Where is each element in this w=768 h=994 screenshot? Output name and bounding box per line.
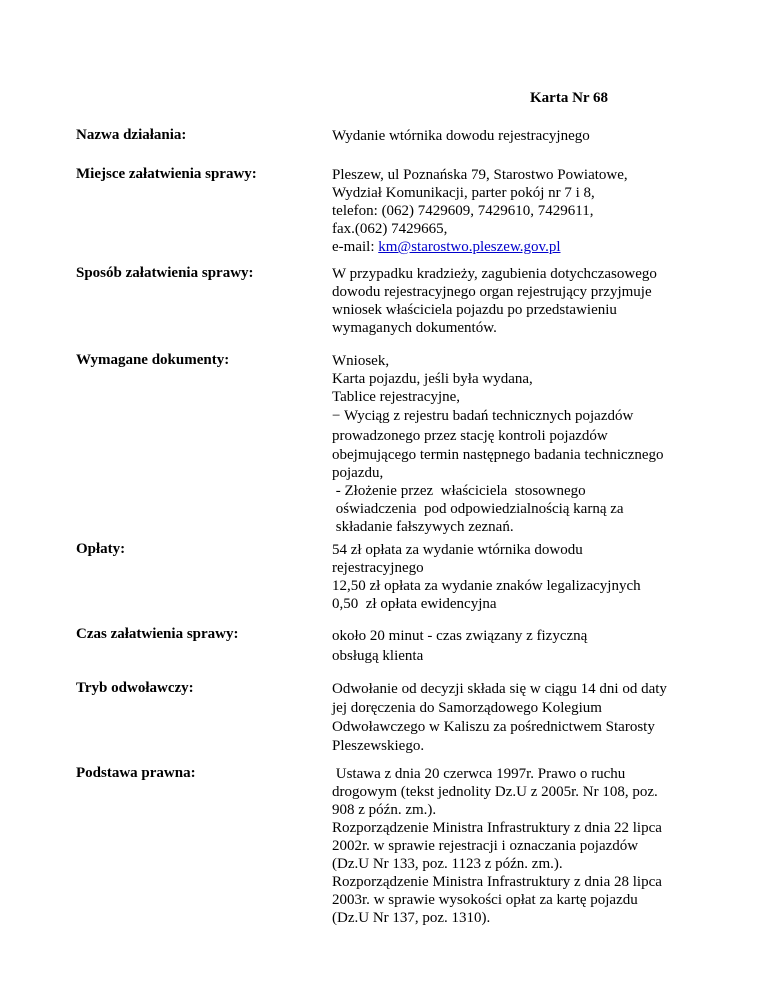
- email-line: [332, 238, 722, 256]
- value-line: Odwołanie od decyzji składa się w ciągu 14 dni od daty: [332, 681, 667, 697]
- value-location: [332, 166, 722, 256]
- value-line: Rozporządzenie Ministra Infrastruktury z dnia 22 lipca: [332, 820, 662, 836]
- label-procedure: Sposób załatwienia sprawy:: [76, 265, 254, 281]
- value-line: 2003r. w sprawie wysokości opłat za kartę pojazdu: [332, 892, 638, 908]
- value-fees: [332, 541, 722, 613]
- value-line: prowadzonego przez stację kontroli pojazdów: [332, 428, 608, 444]
- label-processing-time: Czas załatwienia sprawy:: [76, 626, 239, 642]
- value-line: Ustawa z dnia 20 czerwca 1997r. Prawo o ruchu: [332, 766, 626, 782]
- value-legal-basis: [332, 765, 722, 927]
- value-line: - Złożenie przez właściciela stosownego: [332, 483, 586, 499]
- label-appeal: Tryb odwoławczy:: [76, 680, 194, 696]
- value-line: drogowym (tekst jednolity Dz.U z 2005r. Nr 108, poz.: [332, 784, 658, 800]
- label-fees: Opłaty:: [76, 541, 126, 557]
- value-line: 908 z późn. zm.).: [332, 802, 437, 818]
- email-prefix: e-mail:: [332, 239, 379, 255]
- value-line: Wydział Komunikacji, parter pokój nr 7 i 8,: [332, 185, 595, 201]
- value-line: oświadczenia pod odpowiedzialnością karną za: [332, 501, 624, 517]
- value-required-documents: [332, 352, 722, 536]
- label-legal-basis: Podstawa prawna:: [76, 765, 196, 781]
- value-line: 12,50 zł opłata za wydanie znaków legalizacyjnych: [332, 578, 641, 594]
- value-line: W przypadku kradzieży, zagubienia dotychczasowego: [332, 266, 657, 282]
- value-line: obsługą klienta: [332, 648, 424, 664]
- value-line: 2002r. w sprawie rejestracji i oznaczania pojazdów: [332, 838, 639, 854]
- value-line: obejmującego termin następnego badania technicznego: [332, 447, 664, 463]
- value-line: rejestracyjnego: [332, 560, 424, 576]
- value-line: Pleszew, ul Poznańska 79, Starostwo Powiatowe,: [332, 167, 628, 183]
- value-appeal: [332, 680, 722, 756]
- label-required-documents: Wymagane dokumenty:: [76, 352, 230, 368]
- value-procedure: [332, 265, 722, 337]
- value-line: Pleszewskiego.: [332, 738, 425, 754]
- value-line: Tablice rejestracyjne,: [332, 389, 461, 405]
- value-line: − Wyciąg z rejestru badań technicznych pojazdów: [332, 408, 634, 424]
- value-line: wniosek właściciela pojazdu po przedstawieniu: [332, 302, 617, 318]
- value-line: fax.(062) 7429665,: [332, 221, 448, 237]
- value-line: (Dz.U Nr 133, poz. 1123 z późn. zm.).: [332, 856, 563, 872]
- value-line: dowodu rejestracyjnego organ rejestrujący przyjmuje: [332, 284, 652, 300]
- value-line: Odwoławczego w Kaliszu za pośrednictwem Starosty: [332, 719, 655, 735]
- value-line: wymaganych dokumentów.: [332, 320, 497, 336]
- value-line: pojazdu,: [332, 465, 384, 481]
- value-line: 0,50 zł opłata ewidencyjna: [332, 596, 497, 612]
- value-processing-time: [332, 626, 722, 666]
- value-line: Wniosek,: [332, 353, 390, 369]
- value-line: jej doręczenia do Samorządowego Kolegium: [332, 700, 602, 716]
- value-action-name: [332, 127, 722, 145]
- value-line: telefon: (062) 7429609, 7429610, 7429611,: [332, 203, 594, 219]
- email-link[interactable]: km@starostwo.pleszew.gov.pl: [378, 239, 561, 255]
- value-line: (Dz.U Nr 137, poz. 1310).: [332, 910, 491, 926]
- value-line: Wydanie wtórnika dowodu rejestracyjnego: [332, 128, 590, 144]
- value-line: Karta pojazdu, jeśli była wydana,: [332, 371, 533, 387]
- value-line: 54 zł opłata za wydanie wtórnika dowodu: [332, 542, 583, 558]
- value-line: Rozporządzenie Ministra Infrastruktury z dnia 28 lipca: [332, 874, 662, 890]
- label-action-name: Nazwa działania:: [76, 127, 187, 143]
- label-location: Miejsce załatwienia sprawy:: [76, 166, 257, 182]
- card-number-header: Karta Nr 68: [530, 90, 609, 106]
- value-line: około 20 minut - czas związany z fizyczną: [332, 628, 588, 644]
- value-line: składanie fałszywych zeznań.: [332, 519, 514, 535]
